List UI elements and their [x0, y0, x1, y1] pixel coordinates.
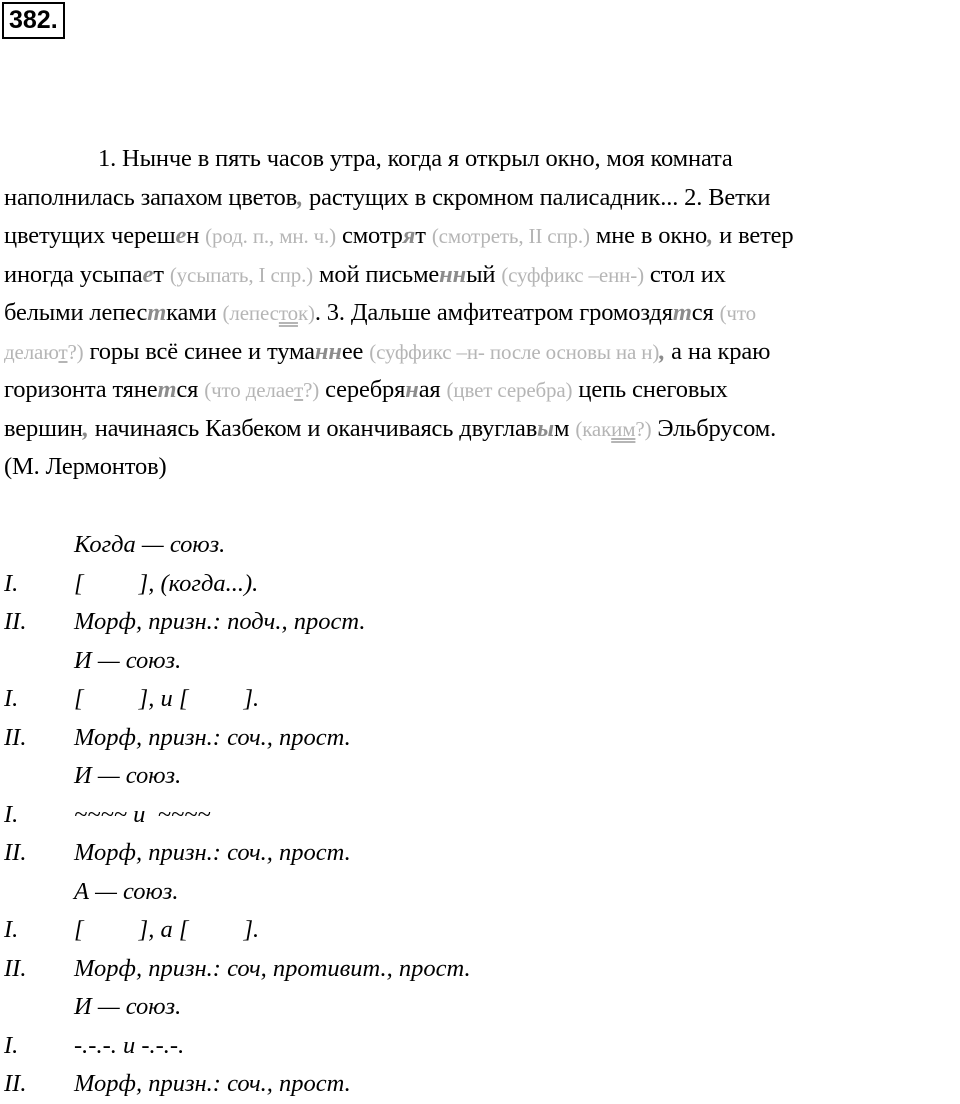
- analysis-text: [ ], а [ ].: [74, 916, 260, 943]
- roman-numeral: I.: [4, 916, 19, 943]
- text-segment: ся: [691, 299, 720, 326]
- analysis-text: Морф, призн.: соч., прост.: [74, 1070, 351, 1097]
- analysis-text: Морф, призн.: соч., прост.: [74, 723, 351, 751]
- text-line-6: [4, 333, 960, 372]
- analysis-text: Морф, призн.: соч, противит., прост.: [74, 954, 471, 982]
- analysis-text: Когда — союз.: [74, 531, 226, 558]
- analysis-row: [4, 1065, 944, 1104]
- text-segment: ся: [176, 376, 205, 403]
- analysis-text: И — союз.: [74, 762, 182, 789]
- analysis-text: Морф, призн.: соч., прост.: [74, 839, 351, 866]
- analysis-row: [4, 988, 944, 1027]
- roman-numeral: II.: [4, 723, 27, 751]
- highlighted-letter: т: [672, 299, 692, 326]
- text-segment: и ветер: [713, 222, 794, 249]
- analysis-row: [4, 642, 944, 681]
- text-segment: ками: [166, 299, 223, 326]
- grammar-note: [204, 378, 319, 402]
- analysis-text: -.-.-. и -.-.-.: [74, 1031, 185, 1059]
- analysis-text: И — союз.: [74, 993, 182, 1020]
- analysis-text: А — союз.: [74, 877, 179, 905]
- grammar-note: (суффикс –н- после основы на н): [369, 339, 660, 364]
- text-segment: цветущих череш: [4, 222, 176, 249]
- analysis-row: [4, 834, 944, 873]
- text-segment: цепь снеговых: [572, 376, 728, 403]
- text-segment: белыми лепес: [4, 299, 148, 326]
- note-segment: (что делае: [204, 378, 295, 402]
- note-underlined: т: [294, 378, 304, 402]
- analysis-row: [4, 757, 944, 796]
- exercise-text: [4, 140, 960, 487]
- text-line-4: [4, 256, 960, 295]
- analysis-row: [4, 796, 944, 835]
- note-segment: (лепес: [222, 301, 279, 325]
- grammar-note: [223, 301, 315, 325]
- roman-numeral: I.: [4, 685, 19, 712]
- text-segment: горы всё синее и тума: [83, 337, 315, 365]
- analysis-text: ~~~~ и ~~~~: [74, 800, 211, 828]
- text-segment: ее: [341, 337, 370, 365]
- note-underlined: им: [611, 416, 636, 441]
- analysis-text: [ ], (когда...).: [74, 569, 259, 597]
- text-segment: а на краю: [665, 337, 771, 365]
- note-segment: (как: [575, 416, 612, 441]
- note-segment: ?): [635, 416, 652, 441]
- analysis-row: [4, 565, 944, 604]
- text-line-2: [4, 179, 960, 218]
- highlighted-letter: т: [157, 376, 177, 403]
- text-segment: Эльбрусом.: [651, 414, 777, 442]
- syntax-analysis: [4, 526, 944, 1104]
- highlighted-comma: ,: [82, 414, 89, 442]
- analysis-row: [4, 1027, 944, 1066]
- text-segment: стол их: [643, 260, 726, 288]
- analysis-row: [4, 603, 944, 642]
- analysis-text: [ ], и [ ].: [74, 685, 260, 712]
- highlighted-letter: е: [142, 260, 154, 288]
- text-line-3: [4, 217, 960, 256]
- note-segment: ?): [303, 378, 320, 402]
- roman-numeral: I.: [4, 800, 19, 828]
- highlighted-letter: е: [175, 222, 187, 249]
- text-segment: смотр: [336, 222, 403, 249]
- grammar-note: [575, 417, 651, 441]
- grammar-note: (что: [719, 301, 756, 325]
- grammar-note: (смотреть, II спр.): [431, 224, 590, 248]
- text-line-5: [4, 294, 960, 333]
- highlighted-comma: ,: [297, 183, 304, 211]
- author-attribution: (М. Лермонтов): [4, 453, 167, 480]
- analysis-row: [4, 873, 944, 912]
- highlighted-letter: т: [147, 299, 167, 326]
- highlighted-comma: ,: [659, 337, 666, 365]
- analysis-text: Морф, призн.: подч., прост.: [74, 608, 366, 635]
- text-segment: иногда усыпа: [4, 260, 143, 288]
- analysis-row: [4, 911, 944, 950]
- text-segment: начинаясь Казбеком и оканчиваясь двуглав: [88, 414, 538, 442]
- highlighted-letter: нн: [314, 337, 342, 365]
- highlighted-letter: ы: [537, 414, 555, 442]
- text-segment: наполнилась запахом цветов: [4, 183, 298, 211]
- grammar-note: (цвет серебра): [446, 378, 573, 402]
- text-segment: ый: [466, 260, 502, 288]
- text-segment: 1. Нынче в пять часов утра, когда я открыл окно, моя комната: [98, 145, 733, 172]
- roman-numeral: II.: [4, 608, 27, 635]
- text-segment: растущих в скромном палисадник... 2. Ветки: [303, 183, 771, 211]
- analysis-row: [4, 719, 944, 758]
- text-line-9: [4, 448, 960, 487]
- analysis-row: [4, 526, 944, 565]
- text-segment: т: [415, 222, 432, 249]
- roman-numeral: I.: [4, 569, 19, 597]
- text-segment: т: [153, 260, 170, 288]
- analysis-text: И — союз.: [74, 646, 182, 674]
- text-segment: м: [554, 414, 576, 442]
- grammar-note: (род. п., мн. ч.): [205, 224, 336, 248]
- roman-numeral: II.: [4, 954, 27, 982]
- text-segment: . 3. Дальше амфитеатром громоздя: [314, 299, 673, 326]
- note-underlined: то: [278, 301, 298, 325]
- text-segment: серебря: [319, 376, 406, 403]
- text-segment: н: [186, 222, 206, 249]
- text-line-7: [4, 371, 960, 410]
- highlighted-comma: ,: [707, 222, 714, 249]
- grammar-note: [4, 340, 84, 364]
- roman-numeral: I.: [4, 1031, 19, 1059]
- analysis-row: [4, 680, 944, 719]
- roman-numeral: II.: [4, 1070, 27, 1097]
- note-segment: к): [297, 301, 315, 325]
- text-line-1: [4, 140, 960, 179]
- note-segment: делаю: [4, 339, 59, 364]
- highlighted-letter: нн: [439, 260, 467, 288]
- analysis-row: [4, 950, 944, 989]
- text-segment: мой письме: [313, 260, 440, 288]
- exercise-number: 382.: [2, 2, 65, 39]
- highlighted-letter: н: [405, 376, 419, 403]
- text-line-8: [4, 410, 960, 449]
- text-segment: мне в окно: [589, 222, 708, 249]
- text-segment: вершин: [4, 414, 83, 442]
- note-underlined: т: [58, 339, 68, 364]
- text-segment: горизонта тяне: [4, 376, 158, 403]
- grammar-note: (усыпать, I спр.): [169, 262, 314, 287]
- highlighted-letter: я: [402, 222, 416, 249]
- roman-numeral: II.: [4, 839, 27, 866]
- grammar-note: (суффикс –енн-): [501, 262, 644, 287]
- note-segment: ?): [67, 339, 84, 364]
- text-segment: ая: [418, 376, 447, 403]
